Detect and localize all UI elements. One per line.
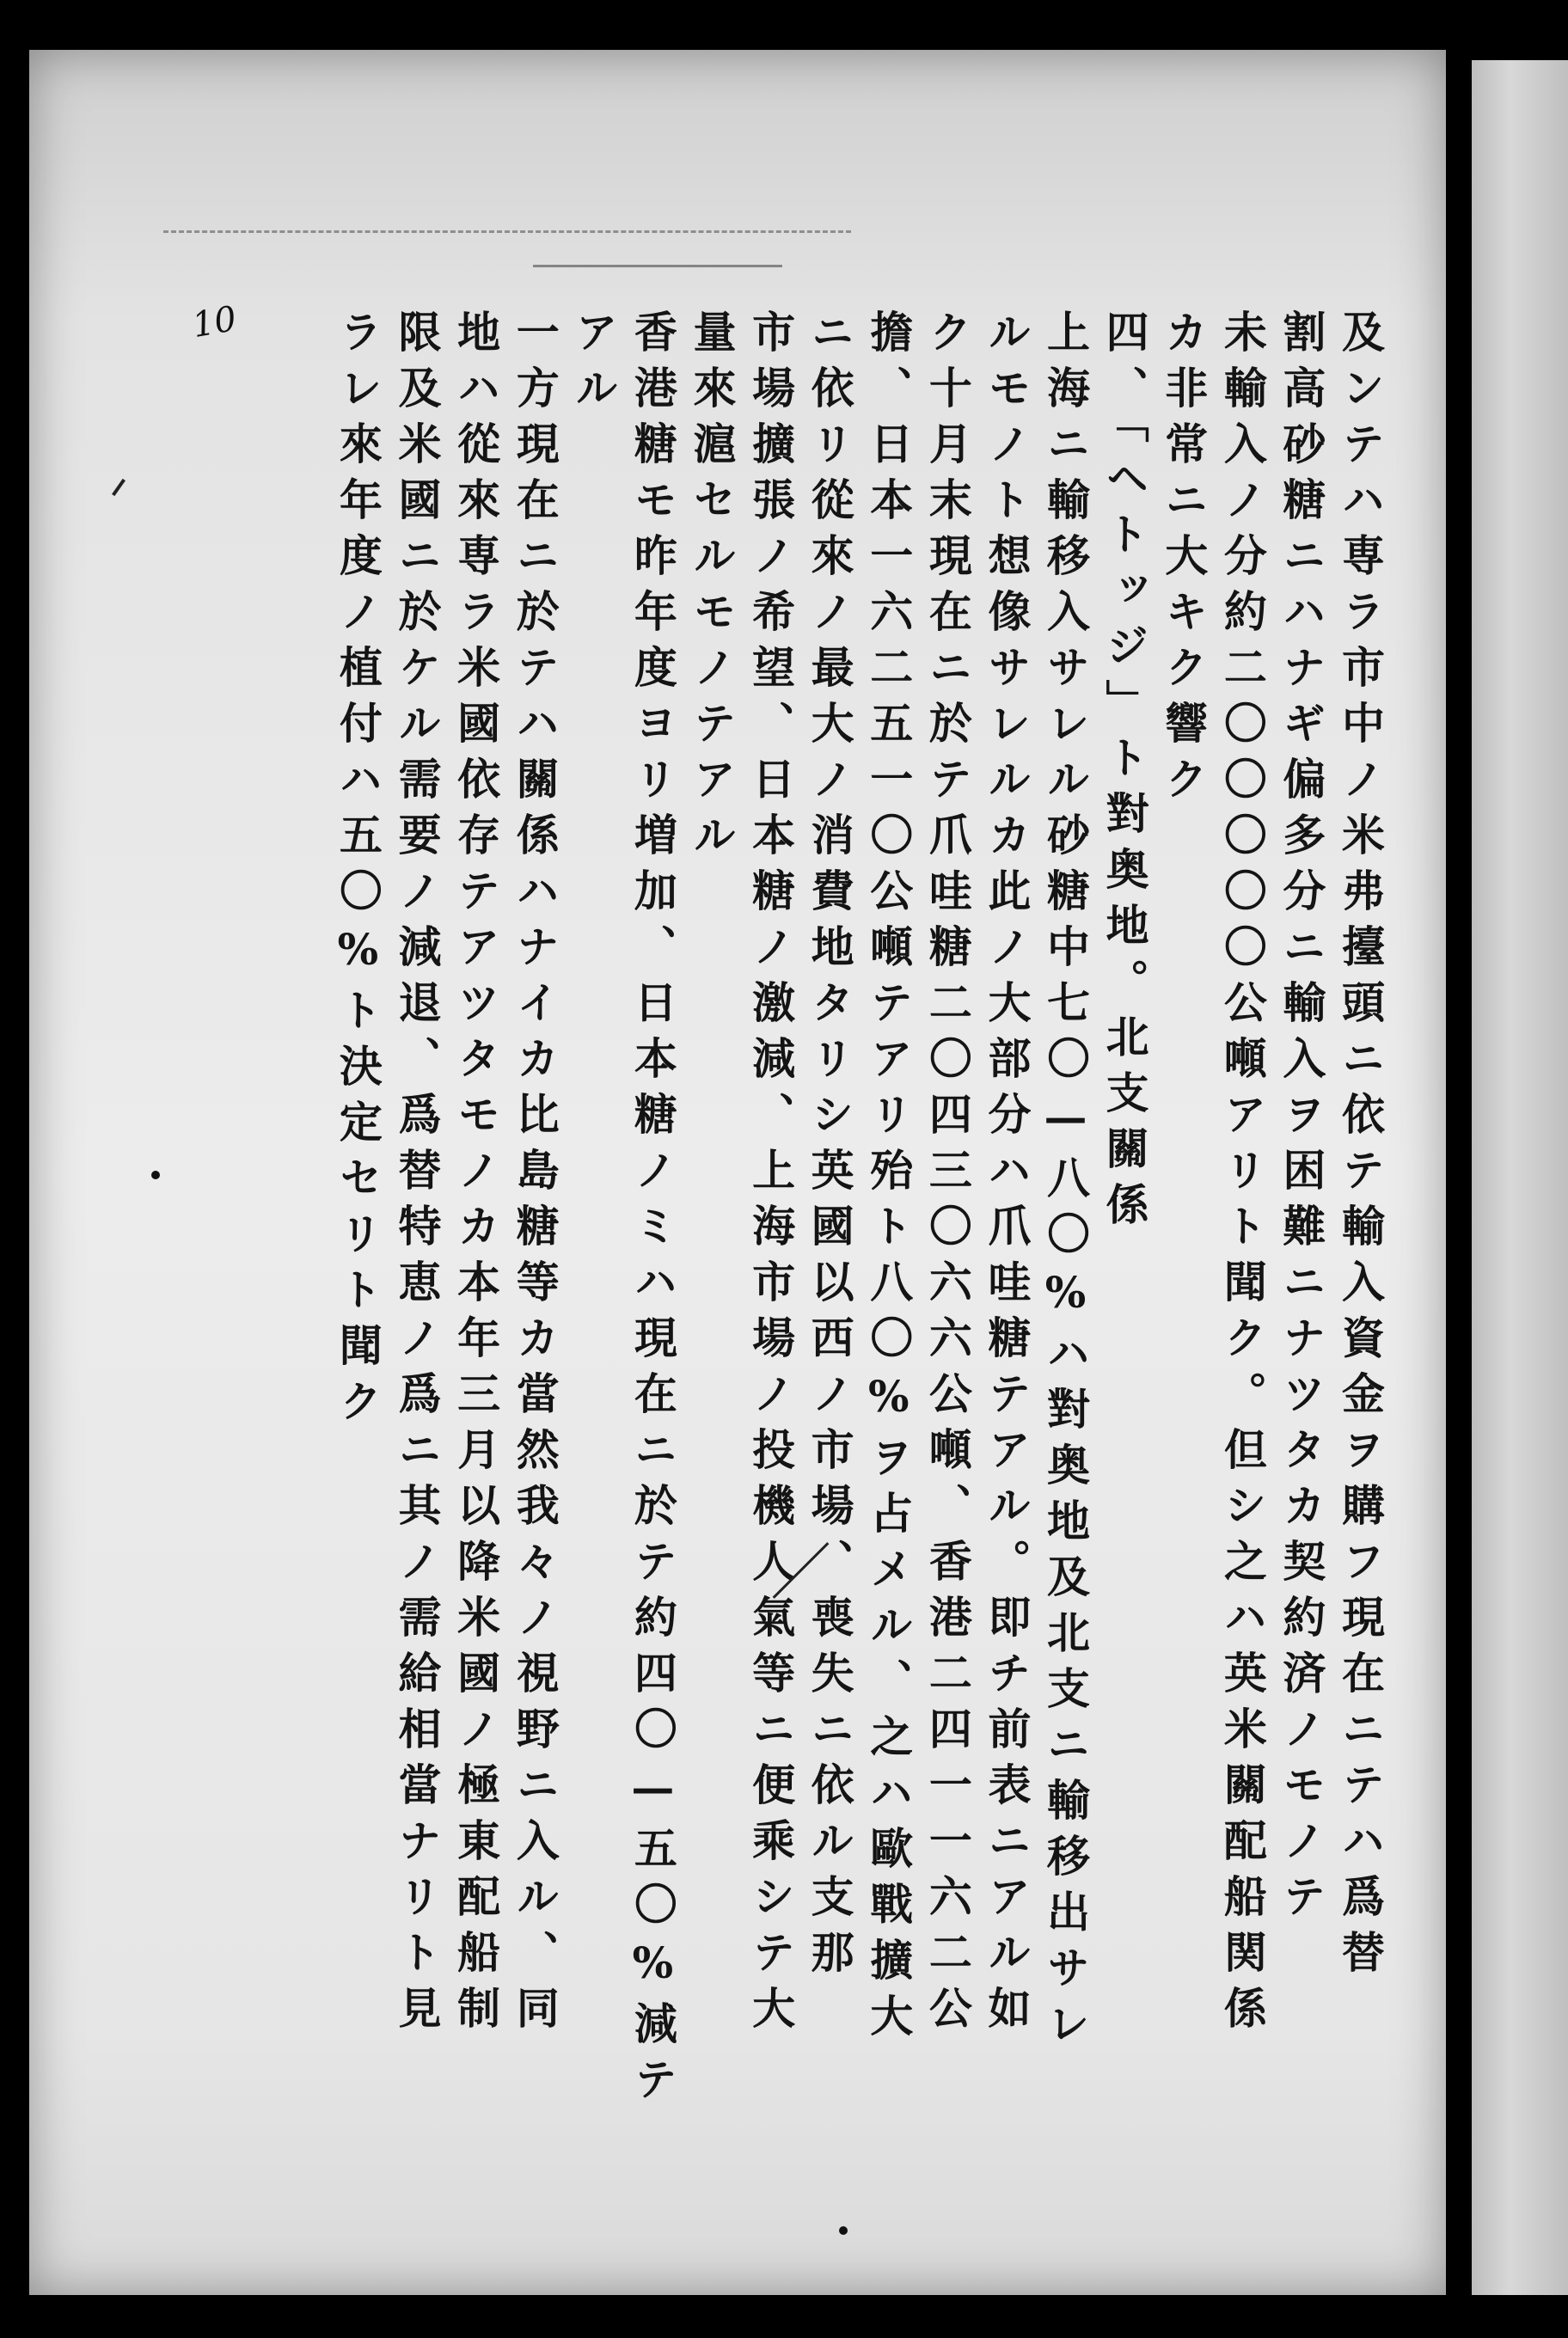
ink-speck <box>839 2226 848 2235</box>
adjacent-page-edge <box>1472 60 1568 2295</box>
text-column: 量來滬セルモノテアル <box>686 309 738 868</box>
text-column: 地ハ從來専ラ米國依存テアツタモノカ本年三月以降米國ノ極東配船制 <box>450 309 502 2041</box>
text-column: アル <box>568 309 620 421</box>
text-column: ニ依リ從來ノ最大ノ消費地タリシ英國以西ノ市場、喪失ニ依ル支那 <box>804 309 855 1986</box>
text-column: 限及米國ニ於ケル需要ノ減退、爲替特恵ノ爲ニ其ノ需給相當ナリト見 <box>391 309 443 2041</box>
text-column: ルモノト想像サレルカ此ノ大部分ハ爪哇糖テアル。即チ前表ニアル如 <box>981 309 1032 2041</box>
text-column: 市場擴張ノ希望、日本糖ノ激減、上海市場ノ投機人氣等ニ便乘シテ大 <box>745 309 797 2041</box>
text-column: 割高砂糖ニハナギ偏多分ニ輸入ヲ困難ニナツタカ契約済ノモノテ <box>1276 309 1327 1930</box>
text-column: 及ンテハ専ラ市中ノ米弗擡頭ニ依テ輸入資金ヲ購フ現在ニテハ爲替 <box>1335 309 1386 1986</box>
header-rule-short <box>533 265 782 267</box>
text-column: 未輸入ノ分約二〇〇〇〇〇公噸アリト聞ク。但シ之ハ英米關配船関係 <box>1216 309 1268 2041</box>
text-column: 香港糖モ昨年度ヨリ増加、日本糖ノミハ現在ニ於テ約四〇—五〇%減テ <box>627 309 678 2113</box>
text-column: 一方現在ニ於テハ關係ハナイカ比島糖等カ當然我々ノ視野ニ入ル、同 <box>509 309 560 2041</box>
ink-speck <box>151 1171 160 1179</box>
text-column: ラレ來年度ノ植付ハ五〇%ト決定セリト聞ク <box>332 309 383 1435</box>
page-number: 10 <box>189 298 240 346</box>
vertical-text-block <box>168 309 1389 2115</box>
text-column: 上海ニ輸移入サレル砂糖中七〇—八〇%ハ對奥地及北支ニ輸移出サレ <box>1040 309 1092 2057</box>
text-column: 擔、日本一六二五一〇公噸テアリ殆ト八〇%ヲ占メル、之ハ歐戰擴大 <box>863 309 915 2049</box>
header-rule <box>163 230 851 238</box>
text-column: カ非常ニ大キク響ク <box>1158 309 1210 812</box>
text-column: ク十月末現在ニ於テ爪哇糖二〇四三〇六六公噸、香港二四一一六二公 <box>922 309 973 2041</box>
section-heading-column: 四、「ヘトッジ」ト對奥地。北支關係 <box>1099 309 1150 1238</box>
